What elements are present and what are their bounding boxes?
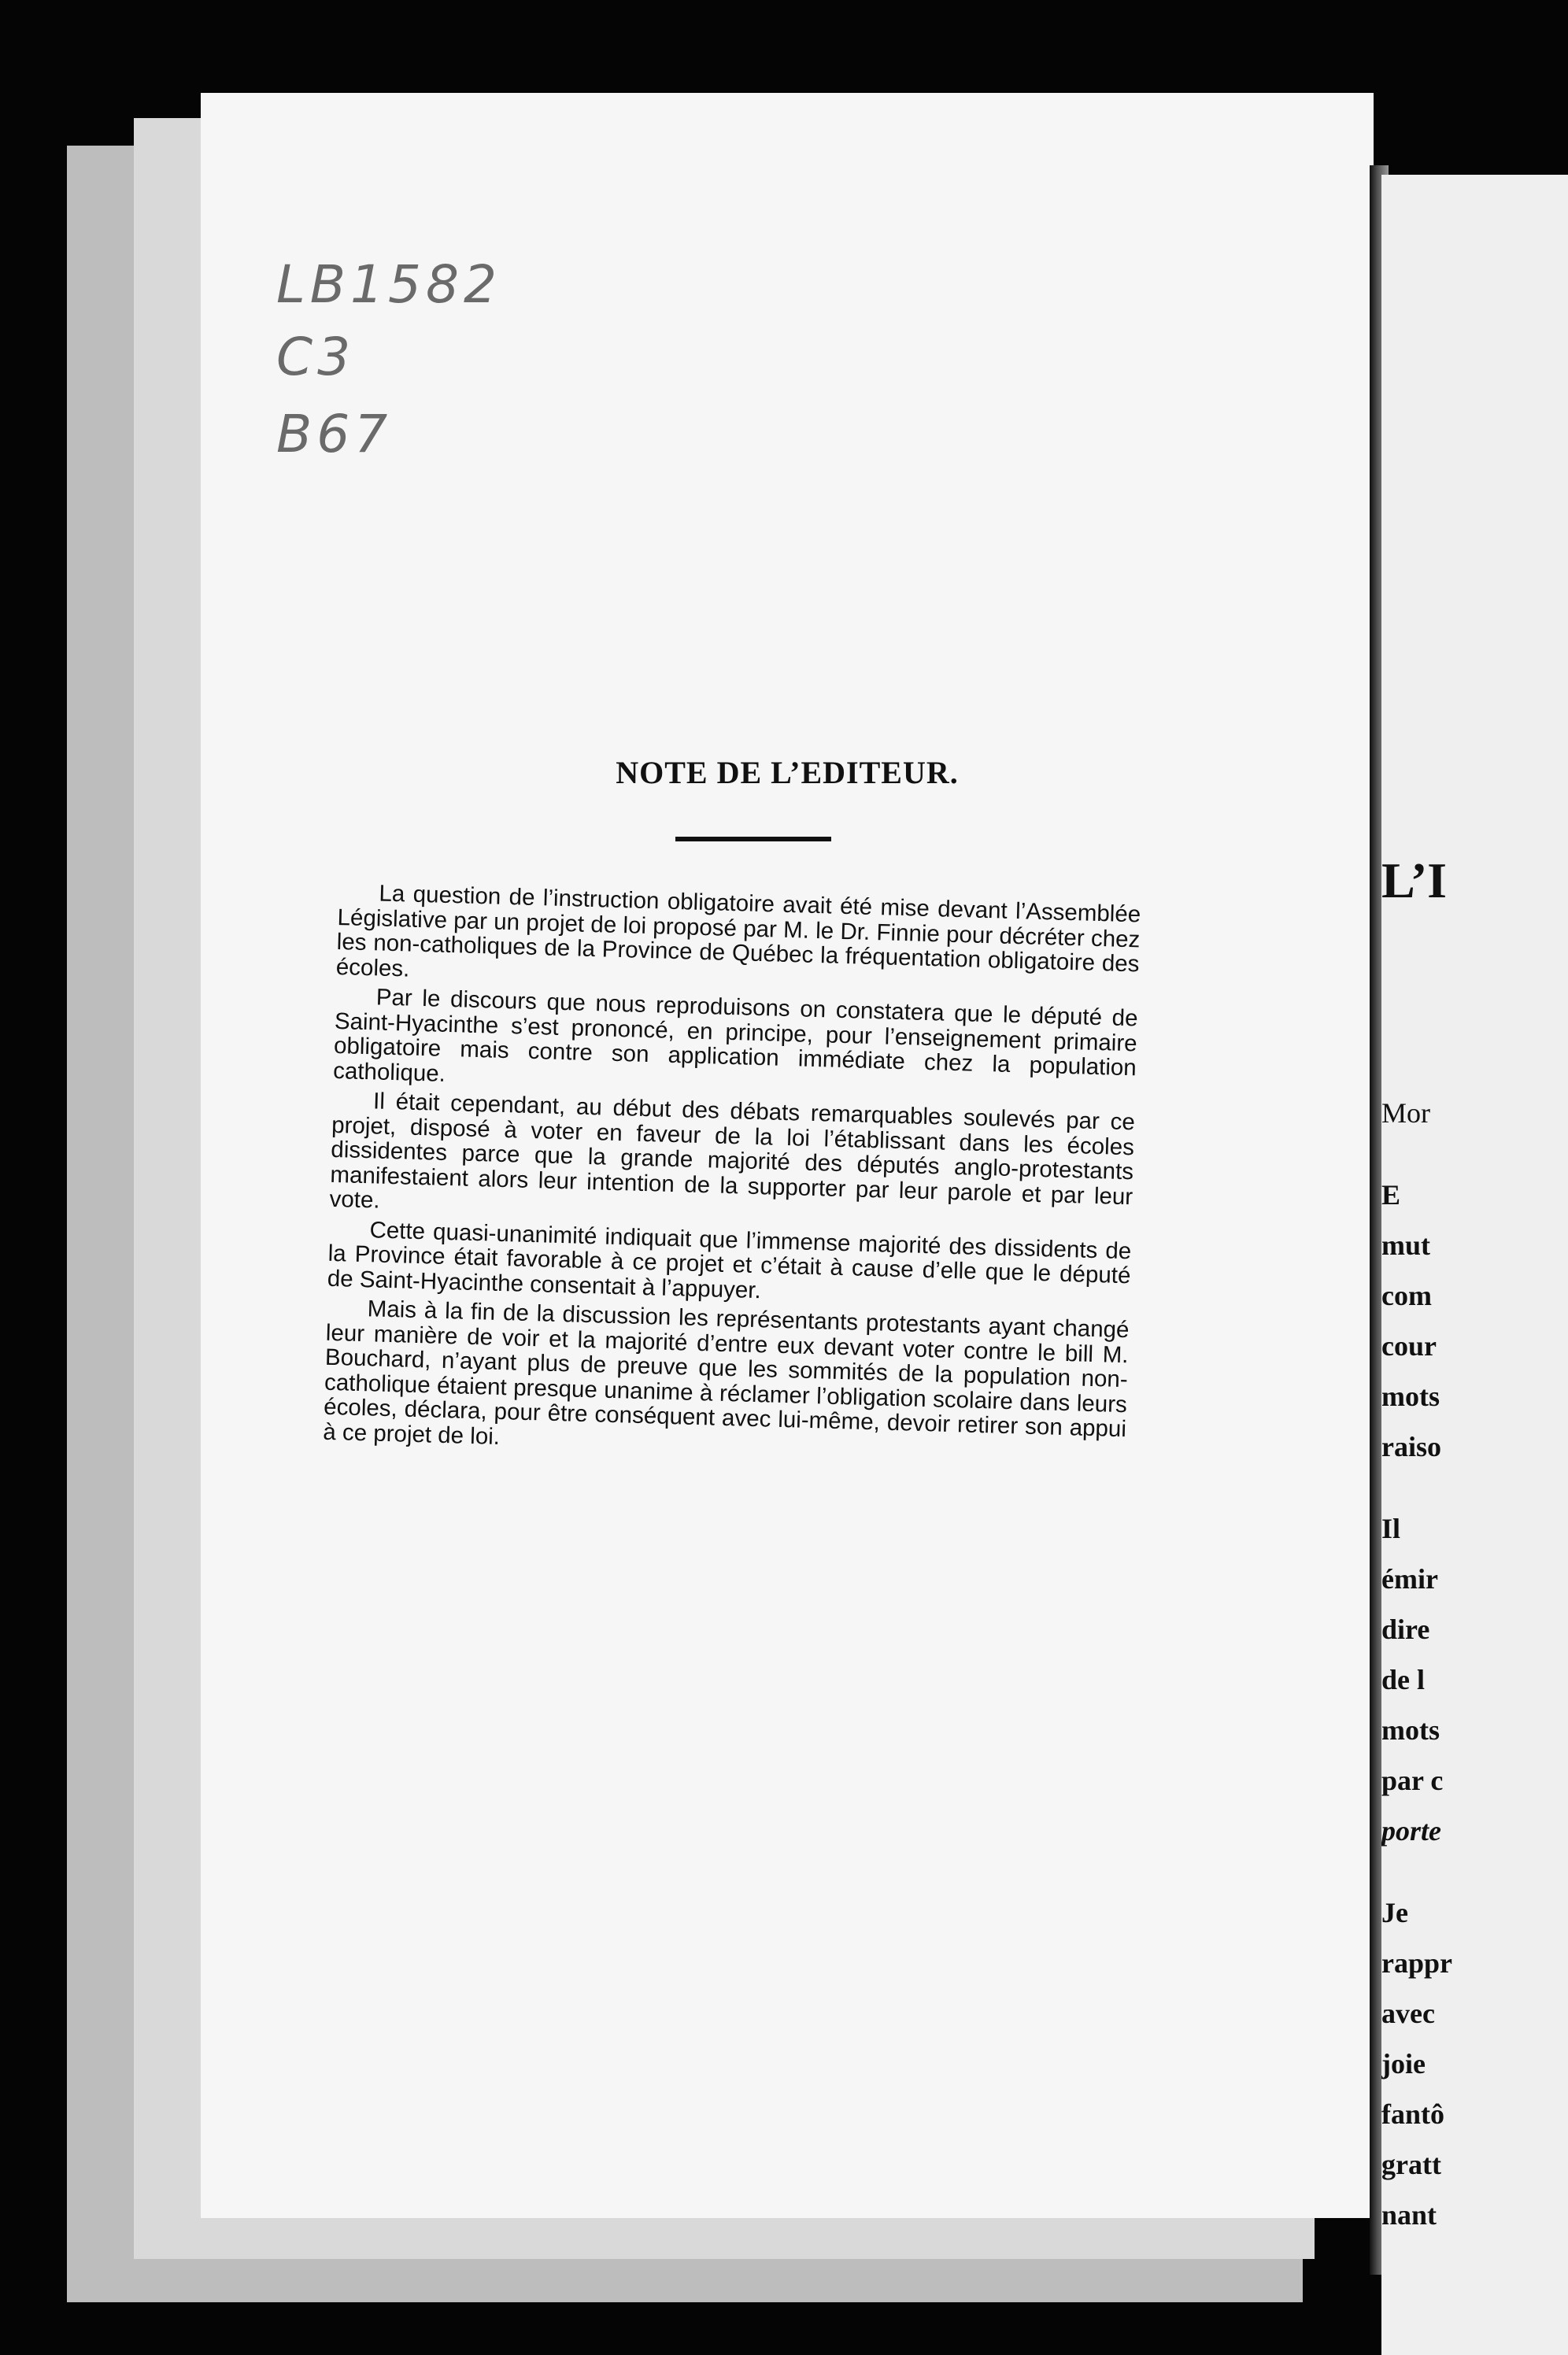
right-line: E bbox=[1381, 1179, 1401, 1211]
right-line-gap bbox=[1381, 1856, 1452, 1887]
title-rule bbox=[675, 837, 831, 841]
right-line: porte bbox=[1381, 1815, 1441, 1847]
right-page-title: L’I bbox=[1381, 852, 1448, 908]
paragraph-4: Cette quasi-unanimité indiquait que l’immense majorité des dissidents de la Province était favorable à ce projet et c’était à cause d’elle que le député de Saint-Hyacinthe consentait à l’appuyer. bbox=[327, 1216, 1132, 1303]
handwritten-call-number-line-3: B67 bbox=[276, 404, 393, 464]
right-line-gap bbox=[1381, 1138, 1452, 1170]
right-line: raiso bbox=[1381, 1431, 1441, 1462]
paragraph-2: Par le discours que nous reproduisons on constatera que le député de Saint-Hyacinthe s’est prononcé, en principe, pour l’enseignement primaire obligatoire mais contre son application immédiate chez la population catholique. bbox=[332, 984, 1138, 1087]
right-line: gratt bbox=[1381, 2149, 1441, 2180]
paragraph-3: Il était cependant, au début des débats remarquables soulevés par ce projet, disposé à voter en faveur de la loi l’établissant dans les écoles dissidentes parce que la grande majorité des députés anglo-protestants manifestaient alors leur intention de la supporter par leur parole et par leur vote. bbox=[329, 1088, 1136, 1214]
paragraph-1: La question de l’instruction obligatoire avait été mise devant l’Assemblée Législative par un projet de loi proposé par M. le Dr. Finnie pour décréter chez les non-catholiques de la Province de Québec la fréquentation obligatoire des écoles. bbox=[335, 880, 1141, 982]
right-line: Je bbox=[1381, 1897, 1408, 1928]
right-page-text bbox=[1381, 1088, 1452, 2240]
right-line: Il bbox=[1381, 1513, 1401, 1544]
right-line: mut bbox=[1381, 1229, 1430, 1261]
left-page bbox=[201, 93, 1374, 2218]
handwritten-call-number-line-1: LB1582 bbox=[276, 254, 502, 315]
right-line: mots bbox=[1381, 1381, 1440, 1412]
page-title: NOTE DE L’EDITEUR. bbox=[616, 755, 959, 790]
right-line: mots bbox=[1381, 1714, 1440, 1746]
right-line: fantô bbox=[1381, 2098, 1444, 2130]
handwritten-call-number-line-2: C3 bbox=[276, 327, 356, 387]
right-line: par c bbox=[1381, 1765, 1444, 1796]
right-line: émir bbox=[1381, 1563, 1438, 1595]
right-line: de l bbox=[1381, 1664, 1426, 1695]
right-line: rappr bbox=[1381, 1947, 1452, 1979]
paragraph-5: Mais à la fin de la discussion les représentants protestants ayant changé leur manière de voir et la majorité d’entre eux devant voter contre le bill M. Bouchard, n’ayant plus de preuve que les sommités de la population non-catholique étaient presque unanime à réclamer l’obligation scolaire dans leurs écoles, déclara, pour être conséquent avec lui-même, devoir retirer son appui à ce projet de loi. bbox=[322, 1296, 1130, 1450]
right-line: Mor bbox=[1381, 1097, 1430, 1129]
right-line: cour bbox=[1381, 1330, 1437, 1362]
right-line: avec bbox=[1381, 1998, 1435, 2029]
editor-note-body bbox=[323, 880, 1141, 1471]
right-line-gap bbox=[1381, 1472, 1452, 1503]
right-line: joie bbox=[1381, 2048, 1426, 2080]
right-line: nant bbox=[1381, 2199, 1437, 2231]
right-line: com bbox=[1381, 1280, 1432, 1311]
right-line: dire bbox=[1381, 1614, 1430, 1645]
right-page bbox=[1381, 175, 1568, 2355]
